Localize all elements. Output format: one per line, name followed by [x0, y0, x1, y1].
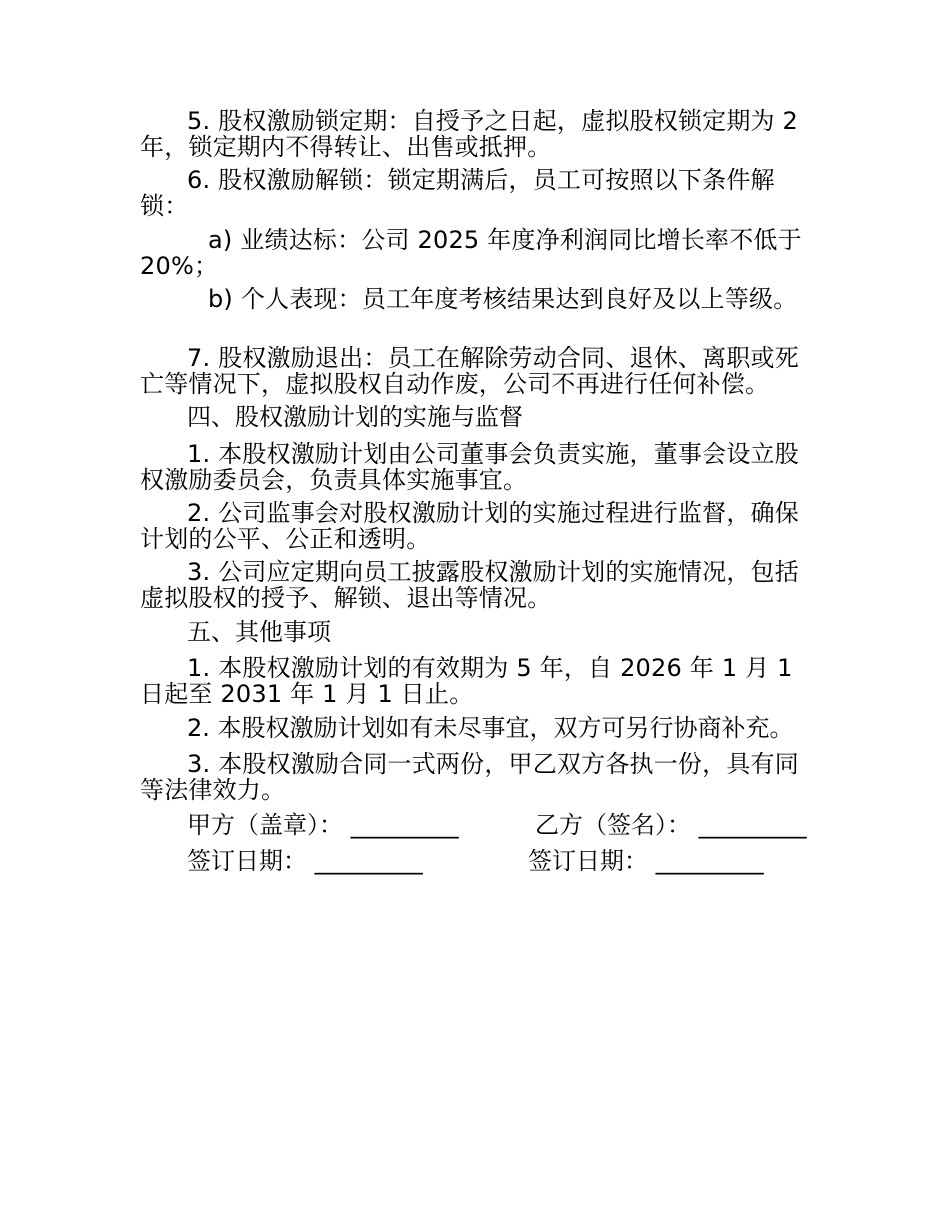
section-4-item-3: 3. 公司应定期向员工披露股权激励计划的实施情况，包括虚拟股权的授予、解锁、退出等情况。: [140, 558, 799, 612]
party-b-blank: _________: [698, 811, 807, 839]
party-a-label: 甲方（盖章）：: [187, 811, 343, 839]
date-a-label: 签订日期：: [187, 847, 307, 875]
section-5-item-3: 3. 本股权激励合同一式两份，甲乙双方各执一份，具有同等法律效力。: [140, 750, 799, 804]
party-a-blank: _________: [350, 811, 459, 839]
party-b-label: 乙方（签名）：: [535, 811, 691, 839]
party-b-signature-line: [535, 812, 807, 838]
clause-unlock-personal: b) 个人表现：员工年度考核结果达到良好及以上等级。: [208, 285, 798, 313]
date-b-label: 签订日期：: [528, 847, 648, 875]
party-a-seal-line: [187, 812, 459, 838]
section-5-heading: 五、其他事项: [187, 618, 331, 646]
section-5-item-1: 1. 本股权激励计划的有效期为 5 年，自 2026 年 1 月 1 日起至 2031 年 1 月 1 日止。: [140, 654, 793, 708]
clause-exit: 7. 股权激励退出：员工在解除劳动合同、退休、离职或死亡等情况下，虚拟股权自动作废，公司不再进行任何补偿。: [140, 344, 799, 398]
party-b-date-line: [528, 848, 764, 874]
clause-unlock-performance: a) 业绩达标：公司 2025 年度净利润同比增长率不低于 20%；: [140, 226, 802, 280]
section-4-heading: 四、股权激励计划的实施与监督: [187, 403, 523, 431]
section-5-item-2: 2. 本股权激励计划如有未尽事宜，双方可另行协商补充。: [187, 714, 794, 742]
section-4-item-1: 1. 本股权激励计划由公司董事会负责实施，董事会设立股权激励委员会，负责具体实施事宜。: [140, 440, 799, 494]
date-b-blank: _________: [655, 847, 764, 875]
clause-unlock: 6. 股权激励解锁：锁定期满后，员工可按照以下条件解锁：: [140, 166, 775, 220]
date-a-blank: _________: [314, 847, 423, 875]
clause-lock-period: 5. 股权激励锁定期：自授予之日起，虚拟股权锁定期为 2 年，锁定期内不得转让、出售或抵押。: [140, 107, 799, 161]
party-a-date-line: [187, 848, 423, 874]
section-4-item-2: 2. 公司监事会对股权激励计划的实施过程进行监督，确保计划的公平、公正和透明。: [140, 499, 799, 553]
